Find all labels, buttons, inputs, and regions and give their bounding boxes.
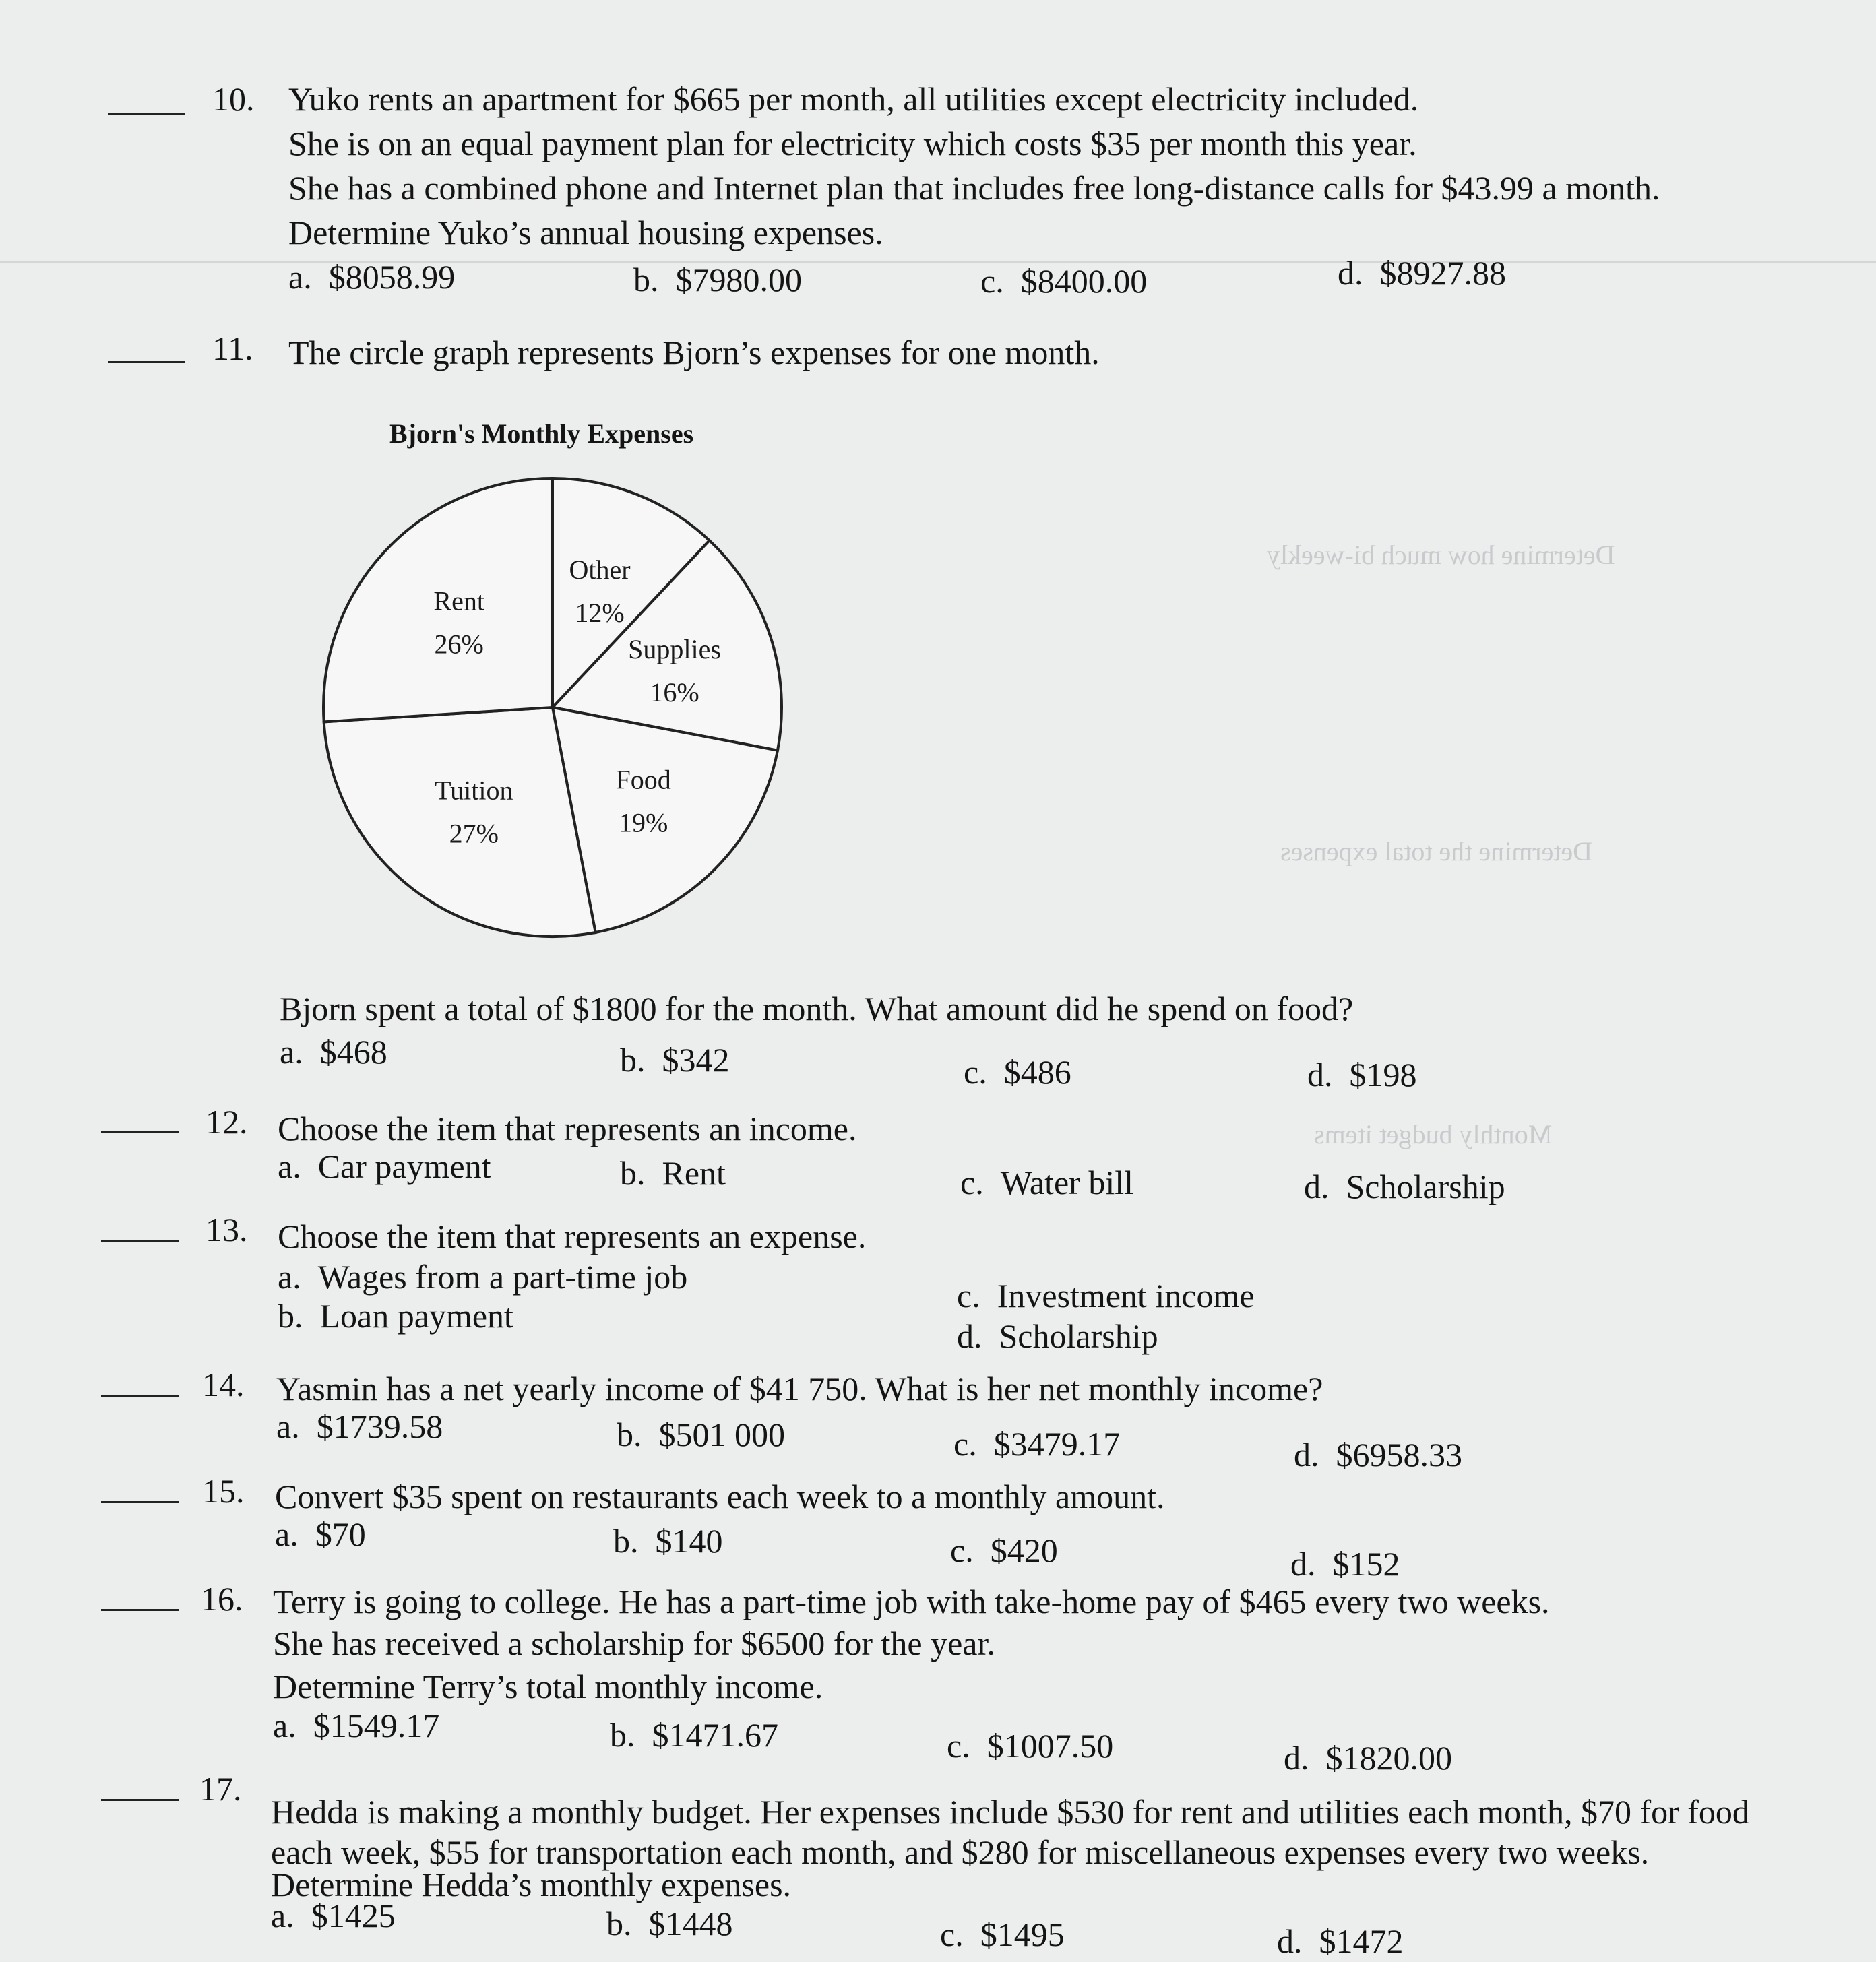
answer-blank-11[interactable] — [108, 361, 185, 363]
option-c[interactable]: c. $8400.00 — [980, 262, 1148, 300]
paper-fold-line — [0, 261, 1876, 263]
pie-value-other: 12% — [575, 597, 625, 628]
answer-blank-15[interactable] — [101, 1501, 179, 1503]
pie-value-rent: 26% — [434, 629, 484, 660]
answer-blank-12[interactable] — [101, 1131, 179, 1133]
chart-title: Bjorn's Monthly Expenses — [389, 418, 694, 449]
option-b[interactable]: b. $7980.00 — [633, 261, 802, 298]
option-b[interactable]: b. Rent — [620, 1154, 726, 1192]
answer-blank-10[interactable] — [108, 113, 185, 115]
option-d[interactable]: d. $1820.00 — [1284, 1739, 1452, 1777]
question-text: Hedda is making a monthly budget. Her expenses include $530 for rent and utilities each month, $70 for food — [271, 1793, 1749, 1831]
option-b[interactable]: b. $342 — [620, 1041, 730, 1079]
question-number: 16. — [201, 1580, 243, 1618]
question-number: 11. — [212, 329, 253, 367]
option-d[interactable]: d. $198 — [1307, 1056, 1417, 1094]
option-b[interactable]: b. $1471.67 — [610, 1716, 778, 1754]
question-text: She has received a scholarship for $6500 for the year. — [273, 1624, 995, 1662]
answer-blank-16[interactable] — [101, 1609, 179, 1611]
question-text: She has a combined phone and Internet plan that includes free long-distance calls for $43.99 a month. — [288, 169, 1660, 207]
option-c[interactable]: c. $486 — [964, 1053, 1071, 1091]
option-c[interactable]: c. $420 — [950, 1531, 1058, 1569]
option-c[interactable]: c. Water bill — [960, 1164, 1133, 1201]
question-text: Choose the item that represents an income. — [278, 1110, 857, 1147]
option-d[interactable]: d. $1472 — [1277, 1922, 1404, 1960]
option-d[interactable]: d. Scholarship — [957, 1317, 1158, 1355]
option-a[interactable]: a. $8058.99 — [288, 258, 456, 296]
question-text: Convert $35 spent on restaurants each week to a monthly amount. — [275, 1478, 1165, 1515]
question-text: Yasmin has a net yearly income of $41 750. What is her net monthly income? — [276, 1370, 1323, 1407]
answer-blank-17[interactable] — [101, 1799, 179, 1801]
option-b[interactable]: b. $1448 — [606, 1905, 733, 1942]
option-d[interactable]: d. $152 — [1290, 1545, 1400, 1583]
pie-label-food: Food — [615, 764, 671, 795]
question-number: 13. — [206, 1211, 248, 1248]
option-c[interactable]: c. $3479.17 — [953, 1425, 1121, 1463]
option-c[interactable]: c. $1007.50 — [947, 1727, 1114, 1765]
pie-chart — [310, 465, 795, 950]
question-text: The circle graph represents Bjorn’s expenses for one month. — [288, 334, 1100, 371]
option-a[interactable]: a. Car payment — [278, 1147, 491, 1185]
pie-label-tuition: Tuition — [435, 775, 513, 806]
pie-value-tuition: 27% — [449, 818, 499, 849]
pie-value-food: 19% — [618, 807, 668, 838]
option-d[interactable]: d. $6958.33 — [1294, 1436, 1462, 1474]
pie-label-rent: Rent — [433, 586, 484, 616]
question-text: She is on an equal payment plan for electricity which costs $35 per month this year. — [288, 125, 1417, 162]
option-a[interactable]: a. $1549.17 — [273, 1707, 440, 1744]
option-d[interactable]: d. Scholarship — [1304, 1168, 1505, 1205]
question-text: each week, $55 for transportation each month, and $280 for miscellaneous expenses every two weeks. — [271, 1833, 1650, 1871]
option-a[interactable]: a. Wages from a part-time job — [278, 1258, 688, 1296]
question-text: Terry is going to college. He has a part-time job with take-home pay of $465 every two weeks. — [273, 1583, 1550, 1620]
question-text: Determine Yuko’s annual housing expenses. — [288, 214, 883, 251]
option-d[interactable]: d. $8927.88 — [1338, 254, 1506, 292]
question-number: 10. — [212, 80, 255, 118]
question-number: 15. — [202, 1472, 245, 1510]
question-text: Determine Hedda’s monthly expenses. — [271, 1866, 792, 1903]
question-text: Choose the item that represents an expense. — [278, 1217, 867, 1255]
pie-label-supplies: Supplies — [628, 634, 721, 665]
option-a[interactable]: a. $1425 — [271, 1897, 396, 1934]
option-c[interactable]: c. Investment income — [957, 1277, 1255, 1315]
question-number: 14. — [202, 1366, 245, 1403]
option-a[interactable]: a. $70 — [275, 1515, 366, 1553]
question-number: 12. — [206, 1103, 248, 1141]
option-c[interactable]: c. $1495 — [940, 1916, 1065, 1953]
question-text: Determine Terry’s total monthly income. — [273, 1668, 823, 1705]
answer-blank-13[interactable] — [101, 1240, 179, 1242]
question-text: Bjorn spent a total of $1800 for the month. What amount did he spend on food? — [280, 990, 1354, 1027]
option-a[interactable]: a. $1739.58 — [276, 1407, 443, 1445]
option-b[interactable]: b. $501 000 — [617, 1416, 785, 1453]
question-number: 17. — [199, 1770, 242, 1808]
pie-value-supplies: 16% — [650, 677, 699, 708]
option-b[interactable]: b. $140 — [613, 1522, 723, 1560]
option-a[interactable]: a. $468 — [280, 1033, 387, 1071]
answer-blank-14[interactable] — [101, 1395, 179, 1397]
option-b[interactable]: b. Loan payment — [278, 1297, 513, 1335]
question-text: Yuko rents an apartment for $665 per month, all utilities except electricity included. — [288, 80, 1419, 118]
pie-label-other: Other — [569, 554, 631, 585]
